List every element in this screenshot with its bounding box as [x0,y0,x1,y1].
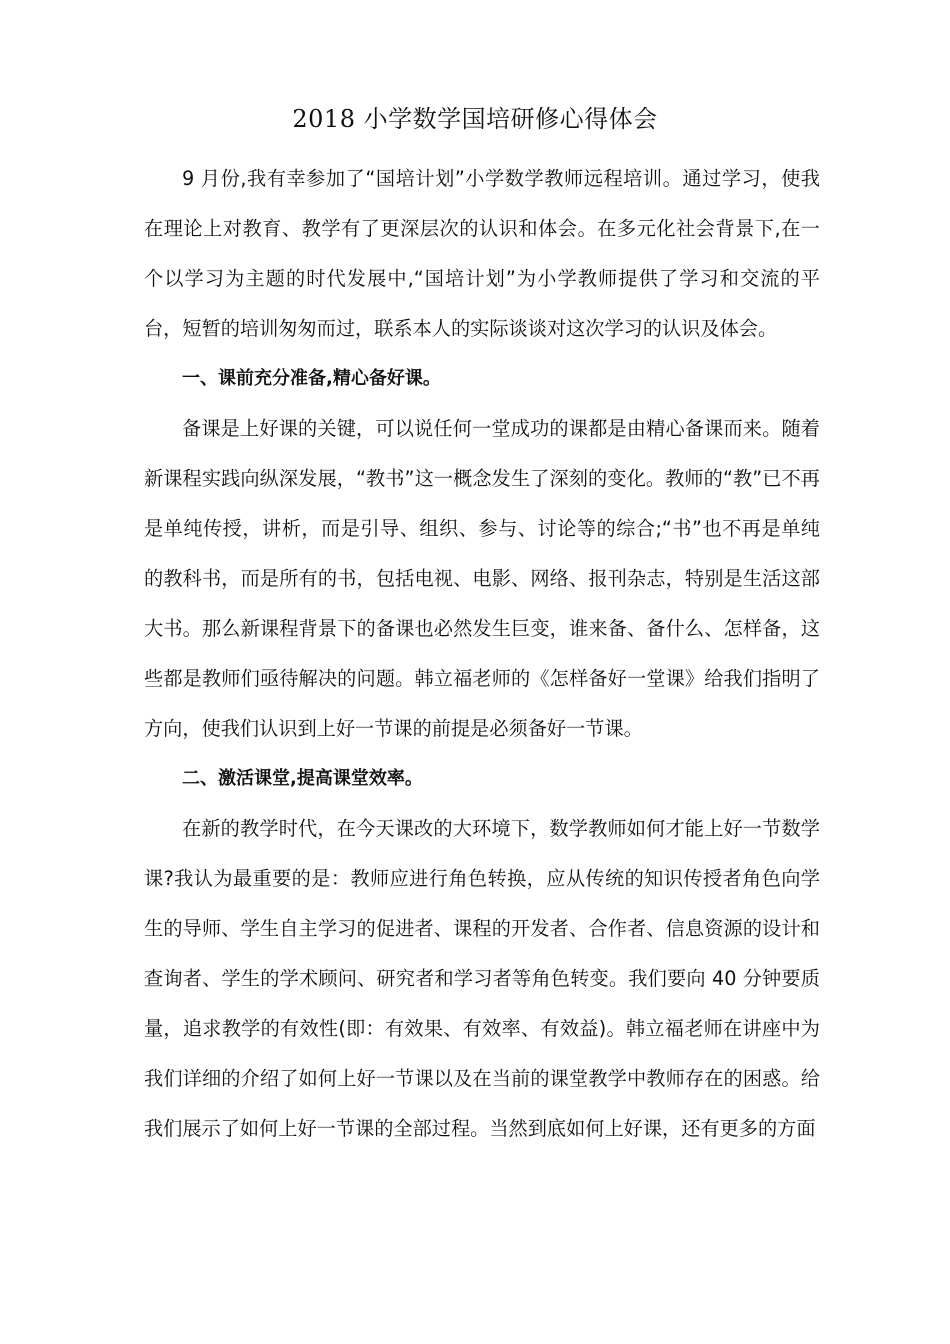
section-heading-2: 二、激活课堂,提高课堂效率。 [182,768,423,789]
section-heading-1: 一、课前充分准备,精心备好课。 [182,368,441,389]
paragraph-classroom-efficiency: 在新的教学时代，在今天课改的大环境下，数学教师如何才能上好一节数学课?我认为最重要的是：教师应进行角色转换，应从传统的知识传授者角色向学生的导师、学生自主学习的促进者、课程的开发者、合作者、信息资源的设计和查询者、学生的学术顾问、研究者和学习者等角色转变。我们要向 40 分钟要质量，追求教学的有效性(即：有效果、有效率、有效益)。韩立福老师在讲座中为我们详细的介绍了如何上好一节课以及在当前的课堂教学中教师存在的困惑。给我们展示了如何上好一节课的全部过程。当然到底如何上好课，还有更多的方面 [144,817,820,1140]
paragraph-intro: 9 月份,我有幸参加了“国培计划”小学数学教师远程培训。通过学习，使我在理论上对教育、教学有了更深层次的认识和体会。在多元化社会背景下,在一个以学习为主题的时代发展中,“国培计划”为小学教师提供了学习和交流的平台，短暂的培训匆匆而过，联系本人的实际谈谈对这次学习的认识及体会。 [144,167,820,340]
document-body [144,154,820,1154]
paragraph-lesson-prep: 备课是上好课的关键，可以说任何一堂成功的课都是由精心备课而来。随着新课程实践向纵深发展，“教书”这一概念发生了深刻的变化。教师的“教”已不再是单纯传授，讲析，而是引导、组织、参与、讨论等的综合;“书”也不再是单纯的教科书，而是所有的书，包括电视、电影、网络、报刊杂志，特别是生活这部大书。那么新课程背景下的备课也必然发生巨变，谁来备、备什么、怎样备，这些都是教师们亟待解决的问题。韩立福老师的《怎样备好一堂课》给我们指明了方向，使我们认识到上好一节课的前提是必须备好一节课。 [144,417,820,740]
document-title: 2018 小学数学国培研修心得体会 [292,105,658,133]
